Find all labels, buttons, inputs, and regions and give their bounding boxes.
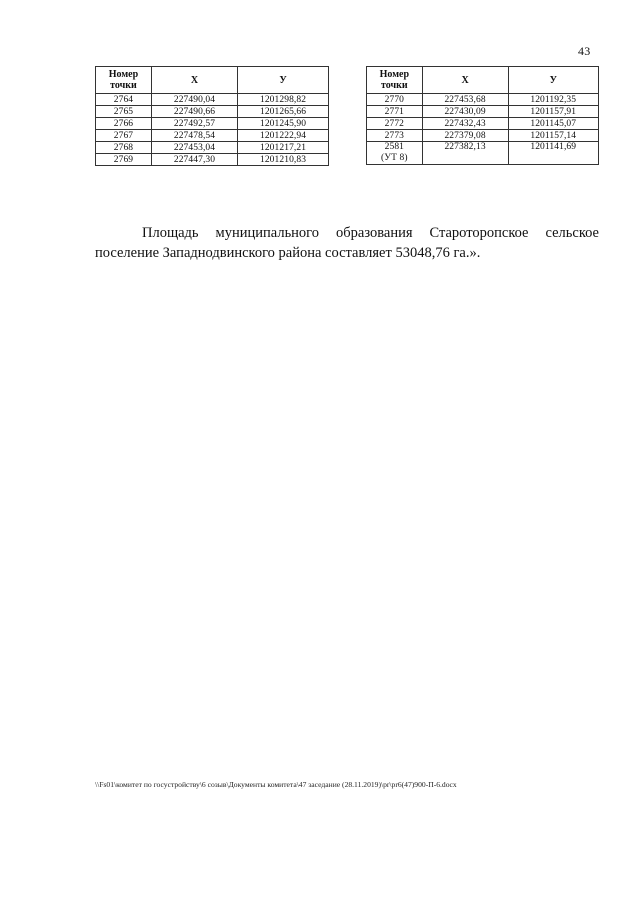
cell-point: 2764: [96, 94, 152, 106]
page-number: 43: [578, 44, 591, 58]
cell-y: 1201192,35: [508, 94, 599, 106]
table-row: [367, 106, 599, 118]
header-point-number: Номер точки: [96, 67, 152, 94]
table-row: [96, 154, 329, 166]
table-header-row: [96, 67, 329, 94]
cell-point: 2771: [367, 106, 423, 118]
cell-y: 1201222,94: [238, 130, 329, 142]
cell-point: 2766: [96, 118, 152, 130]
cell-x: 227430,09: [422, 106, 508, 118]
cell-point: 2770: [367, 94, 423, 106]
cell-point: 2767: [96, 130, 152, 142]
cell-point: 2769: [96, 154, 152, 166]
cell-y: 1201210,83: [238, 154, 329, 166]
coordinates-table-left: [95, 66, 329, 166]
cell-x: 227490,04: [151, 94, 237, 106]
area-statement-paragraph: Площадь муниципального образования Староторопское сельское поселение Западнодвинского района составляет 53048,76 га.».: [95, 224, 599, 261]
cell-y: 1201157,91: [508, 106, 599, 118]
table-row: [96, 142, 329, 154]
cell-y: 1201145,07: [508, 118, 599, 130]
cell-point: 2765: [96, 106, 152, 118]
header-y: У: [508, 67, 599, 94]
cell-y: 1201157,14: [508, 130, 599, 142]
cell-x: 227490,66: [151, 106, 237, 118]
cell-x: 227453,04: [151, 142, 237, 154]
header-x: Х: [151, 67, 237, 94]
header-y: У: [238, 67, 329, 94]
cell-y: 1201217,21: [238, 142, 329, 154]
table-header-row: [367, 67, 599, 94]
table-row: [367, 118, 599, 130]
cell-x: 227379,08: [422, 130, 508, 142]
cell-x: 227478,54: [151, 130, 237, 142]
table-row: [367, 94, 599, 106]
cell-point: 2773: [367, 130, 423, 142]
table-row: [367, 130, 599, 142]
table-row: [96, 94, 329, 106]
cell-point: 2772: [367, 118, 423, 130]
point-note: (УТ 8): [381, 153, 408, 163]
point-number: 2581: [384, 142, 405, 152]
coordinates-table-right: [366, 66, 599, 165]
cell-point: 2768: [96, 142, 152, 154]
cell-x: 227447,30: [151, 154, 237, 166]
cell-x: 227432,43: [422, 118, 508, 130]
table-row: [96, 130, 329, 142]
cell-x: 227492,57: [151, 118, 237, 130]
cell-y: 1201265,66: [238, 106, 329, 118]
table-row: [367, 142, 599, 165]
table-row: [96, 118, 329, 130]
footer-file-path: \\Fs01\комитет по госустройству\6 созыв\Документы комитета\47 заседание (28.11.2019)\pr\pr6(47)900-П-6.docx: [95, 780, 457, 789]
cell-point: [367, 142, 423, 165]
table-row: [96, 106, 329, 118]
cell-x: 227382,13: [422, 142, 508, 165]
cell-y: 1201298,82: [238, 94, 329, 106]
header-x: Х: [422, 67, 508, 94]
cell-y: 1201245,90: [238, 118, 329, 130]
cell-y: 1201141,69: [508, 142, 599, 165]
cell-x: 227453,68: [422, 94, 508, 106]
header-point-number: Номер точки: [367, 67, 423, 94]
